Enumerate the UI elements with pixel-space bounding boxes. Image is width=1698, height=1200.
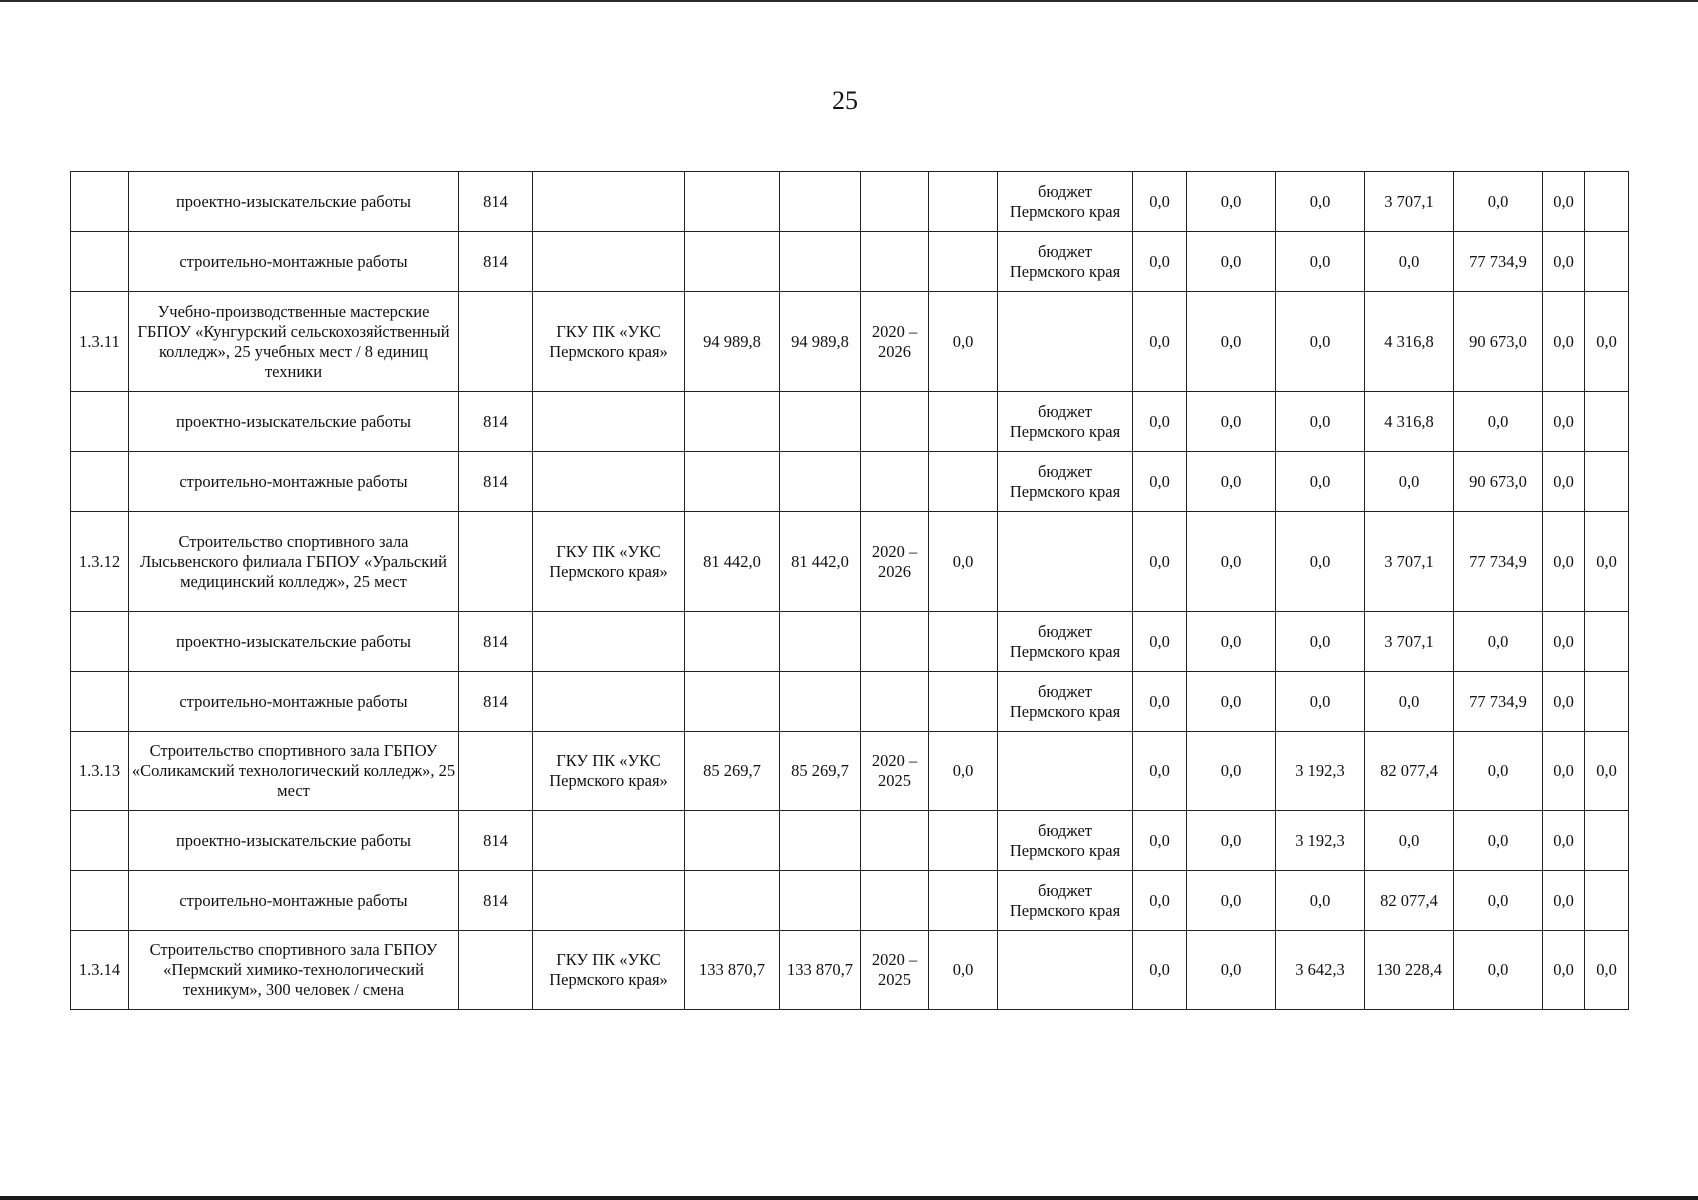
cell-row-number: 1.3.12	[71, 512, 129, 612]
cell-item-name: Строительство спортивного зала ГБПОУ «Пермский химико-технологический техникум», 300 человек / смена	[129, 931, 459, 1010]
cell-cost-2	[780, 452, 861, 512]
cell-year-7	[1585, 672, 1629, 732]
cell-item-name: Строительство спортивного зала ГБПОУ «Соликамский технологический колледж», 25 мест	[129, 732, 459, 811]
cell-total-cost	[685, 871, 780, 931]
cell-cost-2	[780, 612, 861, 672]
cell-year-2: 0,0	[1187, 871, 1276, 931]
cell-done	[929, 392, 998, 452]
cell-year-4: 4 316,8	[1365, 292, 1454, 392]
cell-item-name: строительно-монтажные работы	[129, 871, 459, 931]
cell-row-number	[71, 871, 129, 931]
cell-year-1: 0,0	[1133, 292, 1187, 392]
cell-year-7: 0,0	[1585, 931, 1629, 1010]
cell-year-2: 0,0	[1187, 232, 1276, 292]
cell-year-1: 0,0	[1133, 172, 1187, 232]
cell-customer	[533, 452, 685, 512]
cell-item-name: проектно-изыскательские работы	[129, 612, 459, 672]
cell-row-number	[71, 452, 129, 512]
cell-year-5: 0,0	[1454, 732, 1543, 811]
cell-total-cost	[685, 172, 780, 232]
cell-code: 814	[459, 672, 533, 732]
cell-funding-source	[998, 931, 1133, 1010]
cell-period	[861, 392, 929, 452]
cell-year-6: 0,0	[1543, 512, 1585, 612]
table-row-object	[71, 931, 1629, 1010]
cell-item-name: строительно-монтажные работы	[129, 232, 459, 292]
cell-year-4: 0,0	[1365, 811, 1454, 871]
cell-period: 2020 – 2026	[861, 512, 929, 612]
cell-period	[861, 811, 929, 871]
cell-funding-source: бюджет Пермского края	[998, 811, 1133, 871]
cell-year-6: 0,0	[1543, 612, 1585, 672]
budget-table	[70, 171, 1629, 1010]
cell-done	[929, 612, 998, 672]
cell-done	[929, 871, 998, 931]
cell-year-3: 0,0	[1276, 452, 1365, 512]
cell-cost-2	[780, 172, 861, 232]
table-row-subitem	[71, 672, 1629, 732]
cell-year-3: 0,0	[1276, 232, 1365, 292]
cell-year-2: 0,0	[1187, 452, 1276, 512]
cell-year-5: 0,0	[1454, 811, 1543, 871]
cell-year-7	[1585, 811, 1629, 871]
cell-year-3: 3 192,3	[1276, 732, 1365, 811]
cell-period: 2020 – 2025	[861, 931, 929, 1010]
cell-year-5: 0,0	[1454, 172, 1543, 232]
cell-total-cost: 94 989,8	[685, 292, 780, 392]
cell-year-5: 90 673,0	[1454, 292, 1543, 392]
cell-funding-source	[998, 292, 1133, 392]
cell-code: 814	[459, 612, 533, 672]
cell-year-3: 0,0	[1276, 392, 1365, 452]
cell-year-1: 0,0	[1133, 672, 1187, 732]
cell-period: 2020 – 2026	[861, 292, 929, 392]
cell-funding-source: бюджет Пермского края	[998, 172, 1133, 232]
cell-funding-source	[998, 512, 1133, 612]
cell-funding-source: бюджет Пермского края	[998, 232, 1133, 292]
cell-year-4: 82 077,4	[1365, 732, 1454, 811]
cell-period	[861, 672, 929, 732]
cell-year-3: 0,0	[1276, 871, 1365, 931]
table-row-subitem	[71, 811, 1629, 871]
cell-year-4: 3 707,1	[1365, 612, 1454, 672]
cell-row-number: 1.3.13	[71, 732, 129, 811]
table-row-subitem	[71, 452, 1629, 512]
cell-year-5: 0,0	[1454, 931, 1543, 1010]
cell-total-cost	[685, 672, 780, 732]
cell-cost-2	[780, 871, 861, 931]
cell-customer	[533, 232, 685, 292]
cell-cost-2	[780, 672, 861, 732]
cell-year-1: 0,0	[1133, 931, 1187, 1010]
cell-year-7	[1585, 452, 1629, 512]
cell-cost-2: 85 269,7	[780, 732, 861, 811]
cell-period	[861, 172, 929, 232]
cell-year-1: 0,0	[1133, 811, 1187, 871]
cell-total-cost	[685, 232, 780, 292]
scan-bottom-edge	[0, 1196, 1698, 1200]
cell-year-1: 0,0	[1133, 232, 1187, 292]
cell-total-cost	[685, 392, 780, 452]
cell-year-6: 0,0	[1543, 292, 1585, 392]
table-row-subitem	[71, 612, 1629, 672]
cell-row-number	[71, 672, 129, 732]
cell-period	[861, 612, 929, 672]
cell-customer: ГКУ ПК «УКС Пермского края»	[533, 732, 685, 811]
cell-done: 0,0	[929, 292, 998, 392]
cell-code: 814	[459, 871, 533, 931]
cell-funding-source	[998, 732, 1133, 811]
cell-done: 0,0	[929, 512, 998, 612]
table-row-subitem	[71, 871, 1629, 931]
cell-year-7	[1585, 172, 1629, 232]
cell-customer: ГКУ ПК «УКС Пермского края»	[533, 292, 685, 392]
cell-done	[929, 672, 998, 732]
cell-customer	[533, 871, 685, 931]
cell-year-4: 3 707,1	[1365, 172, 1454, 232]
cell-row-number	[71, 232, 129, 292]
cell-code: 814	[459, 452, 533, 512]
cell-year-2: 0,0	[1187, 672, 1276, 732]
cell-funding-source: бюджет Пермского края	[998, 612, 1133, 672]
table-row-subitem	[71, 392, 1629, 452]
cell-year-4: 4 316,8	[1365, 392, 1454, 452]
cell-year-1: 0,0	[1133, 871, 1187, 931]
cell-code: 814	[459, 392, 533, 452]
cell-year-2: 0,0	[1187, 612, 1276, 672]
cell-row-number: 1.3.14	[71, 931, 129, 1010]
table-row-object	[71, 732, 1629, 811]
cell-year-7	[1585, 232, 1629, 292]
cell-year-5: 77 734,9	[1454, 512, 1543, 612]
cell-item-name: строительно-монтажные работы	[129, 452, 459, 512]
cell-year-2: 0,0	[1187, 512, 1276, 612]
cell-cost-2	[780, 811, 861, 871]
cell-year-5: 77 734,9	[1454, 232, 1543, 292]
cell-total-cost: 81 442,0	[685, 512, 780, 612]
cell-funding-source: бюджет Пермского края	[998, 392, 1133, 452]
cell-customer: ГКУ ПК «УКС Пермского края»	[533, 512, 685, 612]
cell-customer	[533, 612, 685, 672]
cell-year-6: 0,0	[1543, 672, 1585, 732]
cell-year-6: 0,0	[1543, 732, 1585, 811]
cell-code	[459, 292, 533, 392]
cell-funding-source: бюджет Пермского края	[998, 672, 1133, 732]
cell-cost-2	[780, 232, 861, 292]
cell-total-cost	[685, 811, 780, 871]
cell-year-5: 77 734,9	[1454, 672, 1543, 732]
cell-year-2: 0,0	[1187, 811, 1276, 871]
table-body	[71, 172, 1629, 1010]
cell-year-6: 0,0	[1543, 232, 1585, 292]
cell-year-6: 0,0	[1543, 172, 1585, 232]
cell-row-number	[71, 811, 129, 871]
cell-year-3: 3 642,3	[1276, 931, 1365, 1010]
cell-year-7: 0,0	[1585, 512, 1629, 612]
cell-customer: ГКУ ПК «УКС Пермского края»	[533, 931, 685, 1010]
cell-customer	[533, 172, 685, 232]
cell-year-4: 0,0	[1365, 452, 1454, 512]
cell-year-1: 0,0	[1133, 392, 1187, 452]
cell-cost-2: 81 442,0	[780, 512, 861, 612]
cell-cost-2	[780, 392, 861, 452]
cell-row-number	[71, 392, 129, 452]
cell-year-3: 0,0	[1276, 672, 1365, 732]
cell-cost-2: 94 989,8	[780, 292, 861, 392]
cell-done	[929, 811, 998, 871]
cell-customer	[533, 811, 685, 871]
cell-year-5: 0,0	[1454, 871, 1543, 931]
cell-code: 814	[459, 172, 533, 232]
cell-year-3: 0,0	[1276, 292, 1365, 392]
cell-year-2: 0,0	[1187, 392, 1276, 452]
cell-year-7: 0,0	[1585, 732, 1629, 811]
cell-year-6: 0,0	[1543, 811, 1585, 871]
cell-code: 814	[459, 232, 533, 292]
cell-year-4: 0,0	[1365, 232, 1454, 292]
cell-done	[929, 232, 998, 292]
cell-year-4: 82 077,4	[1365, 871, 1454, 931]
cell-period	[861, 232, 929, 292]
page-number: 25	[832, 86, 858, 115]
cell-year-4: 3 707,1	[1365, 512, 1454, 612]
table-row-subitem	[71, 172, 1629, 232]
cell-period	[861, 452, 929, 512]
cell-funding-source: бюджет Пермского края	[998, 452, 1133, 512]
cell-year-6: 0,0	[1543, 452, 1585, 512]
cell-year-5: 90 673,0	[1454, 452, 1543, 512]
table-row-subitem	[71, 232, 1629, 292]
cell-row-number: 1.3.11	[71, 292, 129, 392]
cell-year-6: 0,0	[1543, 392, 1585, 452]
table-row-object	[71, 512, 1629, 612]
cell-year-7	[1585, 612, 1629, 672]
cell-cost-2: 133 870,7	[780, 931, 861, 1010]
cell-item-name: Учебно-производственные мастерские ГБПОУ «Кунгурский сельскохозяйственный колледж», 25 учебных мест / 8 единиц техники	[129, 292, 459, 392]
cell-item-name: проектно-изыскательские работы	[129, 811, 459, 871]
cell-year-2: 0,0	[1187, 292, 1276, 392]
cell-year-2: 0,0	[1187, 931, 1276, 1010]
cell-customer	[533, 392, 685, 452]
cell-period	[861, 871, 929, 931]
cell-year-5: 0,0	[1454, 612, 1543, 672]
cell-row-number	[71, 612, 129, 672]
cell-item-name: Строительство спортивного зала Лысьвенского филиала ГБПОУ «Уральский медицинский колледж», 25 мест	[129, 512, 459, 612]
cell-done	[929, 452, 998, 512]
cell-year-2: 0,0	[1187, 732, 1276, 811]
cell-year-6: 0,0	[1543, 931, 1585, 1010]
cell-customer	[533, 672, 685, 732]
cell-total-cost: 85 269,7	[685, 732, 780, 811]
cell-year-3: 0,0	[1276, 512, 1365, 612]
cell-item-name: проектно-изыскательские работы	[129, 172, 459, 232]
cell-year-1: 0,0	[1133, 732, 1187, 811]
cell-total-cost	[685, 452, 780, 512]
cell-item-name: проектно-изыскательские работы	[129, 392, 459, 452]
cell-year-7	[1585, 871, 1629, 931]
cell-year-6: 0,0	[1543, 871, 1585, 931]
cell-code	[459, 732, 533, 811]
cell-done: 0,0	[929, 732, 998, 811]
cell-year-1: 0,0	[1133, 512, 1187, 612]
cell-period: 2020 – 2025	[861, 732, 929, 811]
cell-year-1: 0,0	[1133, 612, 1187, 672]
cell-item-name: строительно-монтажные работы	[129, 672, 459, 732]
cell-year-5: 0,0	[1454, 392, 1543, 452]
cell-code	[459, 512, 533, 612]
cell-code	[459, 931, 533, 1010]
cell-year-3: 3 192,3	[1276, 811, 1365, 871]
cell-year-7: 0,0	[1585, 292, 1629, 392]
cell-year-4: 130 228,4	[1365, 931, 1454, 1010]
table-row-object	[71, 292, 1629, 392]
cell-done: 0,0	[929, 931, 998, 1010]
cell-year-4: 0,0	[1365, 672, 1454, 732]
cell-funding-source: бюджет Пермского края	[998, 871, 1133, 931]
cell-year-3: 0,0	[1276, 172, 1365, 232]
cell-year-7	[1585, 392, 1629, 452]
cell-row-number	[71, 172, 129, 232]
cell-total-cost: 133 870,7	[685, 931, 780, 1010]
cell-year-1: 0,0	[1133, 452, 1187, 512]
cell-done	[929, 172, 998, 232]
cell-year-2: 0,0	[1187, 172, 1276, 232]
cell-year-3: 0,0	[1276, 612, 1365, 672]
cell-code: 814	[459, 811, 533, 871]
cell-total-cost	[685, 612, 780, 672]
scan-top-edge	[0, 0, 1698, 2]
